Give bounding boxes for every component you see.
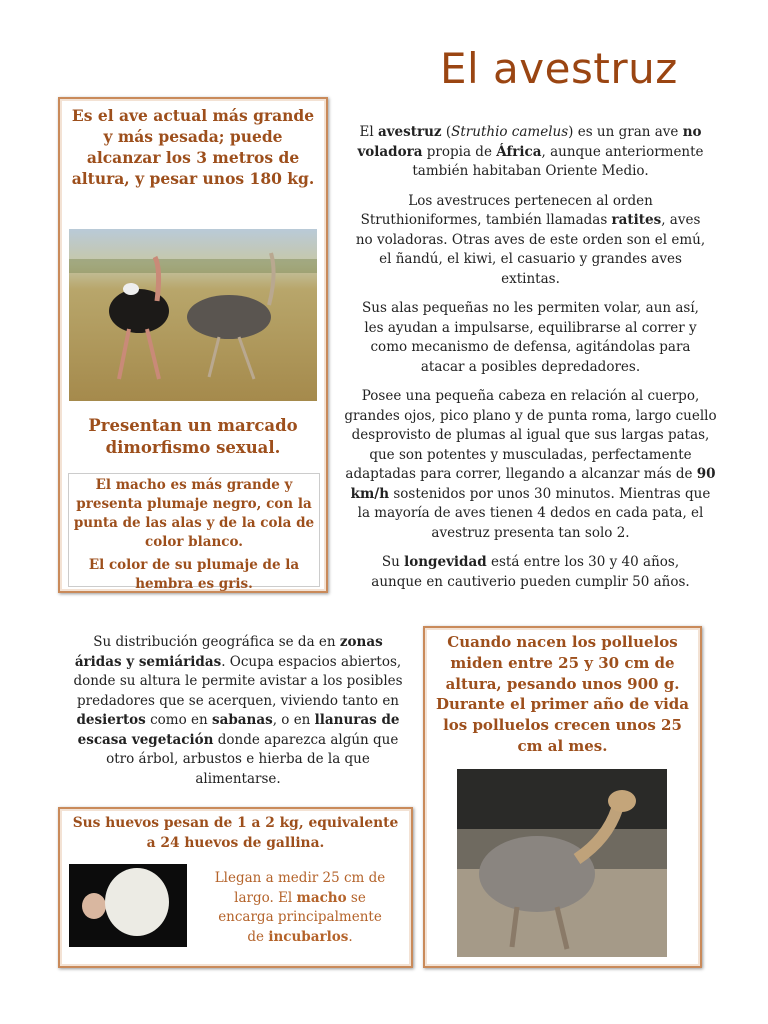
egg-headline: Sus huevos pesan de 1 a 2 kg, equivalente a 24 huevos de gallina. bbox=[72, 815, 399, 851]
ostriches-photo bbox=[69, 229, 317, 401]
anatomy-paragraph: Posee una pequeña cabeza en relación al cuerpo, grandes ojos, pico plano y de punta roma, largo cuello desprovisto de plumas al igual que sus largas patas, que son potentes y musculadas, perfectamente adaptadas para correr, llegando a alcanzar más de 90 km/h sostenidos por unos 30 minutos. Mientras que la mayoría de aves tienen 4 dedos en cada pata, el avestruz presenta tan solo 2. bbox=[344, 388, 717, 541]
longevity-paragraph: Su longevidad está entre los 30 y 40 años, aunque en cautiverio pueden cumplir 50 años. bbox=[371, 554, 690, 590]
main-text-column bbox=[343, 123, 718, 602]
dimorphism-details bbox=[68, 473, 320, 592]
size-headline: Es el ave actual más grande y más pesada; puede alcanzar los 3 metros de altura, y pesar unos 180 kg. bbox=[71, 106, 315, 188]
chick-photo bbox=[457, 769, 667, 957]
size-info-box bbox=[58, 97, 328, 593]
classification-paragraph: Los avestruces pertenecen al orden Struthioniformes, también llamadas ratites, aves no voladoras. Otras aves de este orden son el emú, el ñandú, el kiwi, el casuario y grandes aves extintas. bbox=[355, 192, 706, 287]
egg-info-box bbox=[58, 807, 413, 968]
intro-paragraph: El avestruz (Struthio camelus) es un gran ave no voladora propia de África, aunque anteriormente también habitaban Oriente Medio. bbox=[357, 124, 704, 179]
female-description: El color de su plumaje de la hembra es gris. bbox=[88, 557, 300, 592]
distribution-paragraph: Su distribución geográfica se da en zonas áridas y semiáridas. Ocupa espacios abiertos, donde su altura le permite avistar a los posibles predadores que se acerquen, viviendo tanto en desiertos como en sabanas, o en llanuras de escasa vegetación donde aparezca algún que otro árbol, arbustos e hierba de la que alimentarse. bbox=[73, 634, 403, 787]
chick-headline: Cuando nacen los polluelos miden entre 25 y 30 cm de altura, pesando unos 900 g. Durante el primer año de vida los polluelos crecen unos 25 cm al mes. bbox=[436, 633, 689, 755]
dimorphism-title: Presentan un marcado dimorfismo sexual. bbox=[88, 416, 298, 457]
page-title: El avestruz bbox=[440, 44, 678, 93]
male-description: El macho es más grande y presenta plumaje negro, con la punta de las alas y de la cola de color blanco. bbox=[73, 477, 315, 550]
wings-paragraph: Sus alas pequeñas no les permiten volar, aun así, les ayudan a impulsarse, equilibrarse al correr y como mecanismo de defensa, agitándolas para atacar a posibles depredadores. bbox=[362, 300, 699, 375]
chick-info-box bbox=[423, 626, 702, 968]
egg-description: Llegan a medir 25 cm de largo. El macho se encarga principalmente de incubarlos. bbox=[214, 870, 386, 945]
eggs-photo bbox=[69, 864, 187, 947]
